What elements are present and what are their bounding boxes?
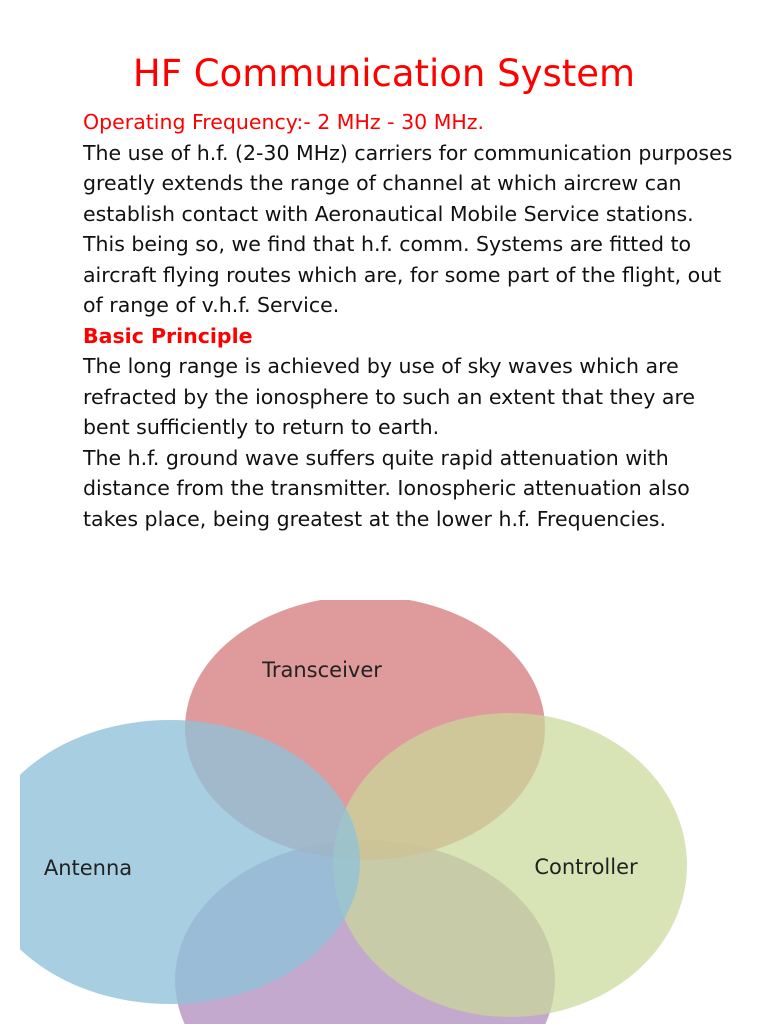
page-title: HF Communication System (132, 52, 636, 95)
paragraph-fitted-aircraft: This being so, we find that h.f. comm. Systems are fitted to aircraft flying routes which are, for some part of the flight, out of range of v.h.f. Service. (83, 232, 722, 317)
operating-frequency-line: Operating Frequency:- 2 MHz - 30 MHz. (83, 110, 485, 134)
venn-diagram (20, 600, 768, 1024)
venn-label-antenna: Antenna (43, 856, 133, 880)
paragraph-ground-wave: The h.f. ground wave suffers quite rapid attenuation with distance from the transmitter. Ionospheric attenuation also takes place, being greatest at the lower h.f. Frequencies. (83, 445, 690, 531)
venn-label-controller: Controller (534, 855, 638, 879)
venn-diagram-svg (20, 600, 768, 1024)
paragraph-hf-carriers: The use of h.f. (2-30 MHz) carriers for communication purposes greatly extends the range of channel at which aircrew can establish contact with Aeronautical Mobile Service stations. (83, 140, 733, 226)
document-body (83, 107, 733, 534)
venn-label-transceiver: Transceiver (262, 658, 382, 682)
paragraph-sky-waves: The long range is achieved by use of sky waves which are refracted by the ionosphere to such an extent that they are bent sufficiently to return to earth. (83, 354, 696, 439)
section-heading-basic-principle: Basic Principle (83, 323, 253, 348)
